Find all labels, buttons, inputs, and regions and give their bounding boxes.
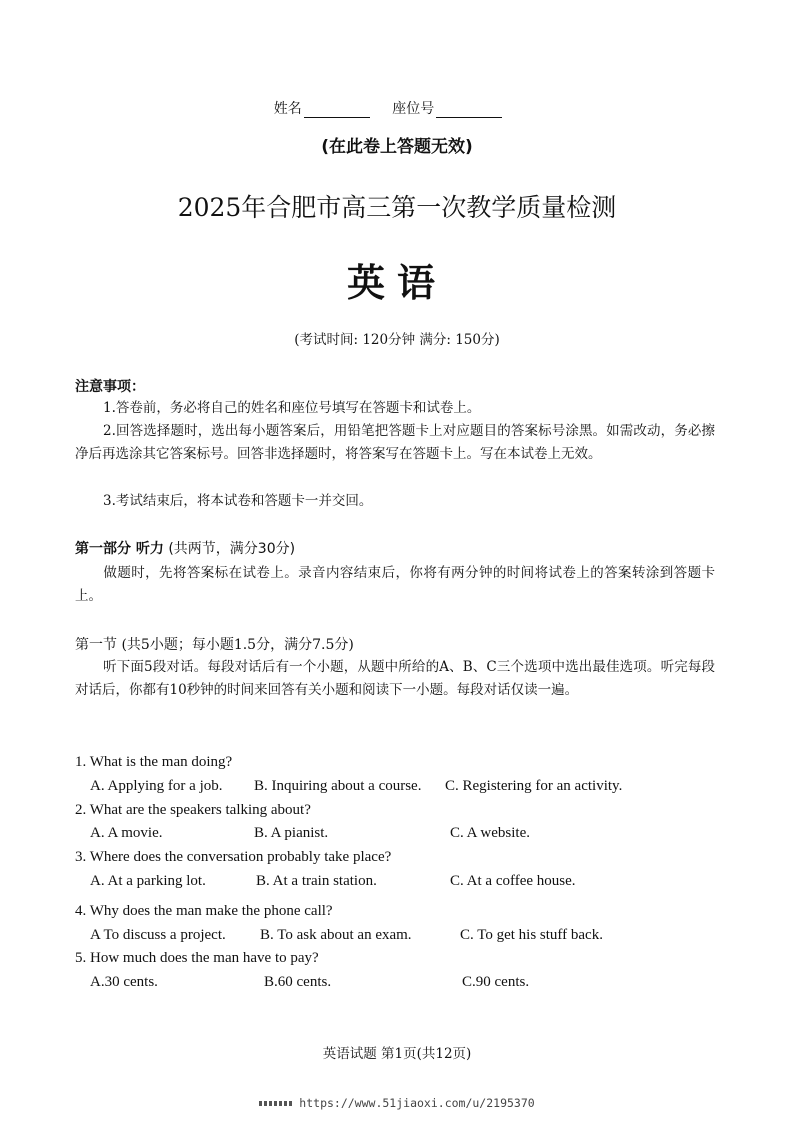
q5-option-a: A.30 cents. (90, 974, 158, 990)
watermark-url: https://www.51jiaoxi.com/u/2195370 (299, 1096, 535, 1110)
part1-heading (75, 538, 295, 558)
q1-option-a: A. Applying for a job. (90, 778, 223, 794)
q4-option-c: C. To get his stuff back. (460, 927, 603, 943)
name-blank (304, 103, 370, 118)
note-item-1: 1.答卷前，务必将自己的姓名和座位号填写在答题卡和试卷上。 (103, 400, 481, 416)
subject-title: 英语 (346, 260, 447, 305)
question-4: 4. Why does the man make the phone call? (75, 903, 333, 919)
question-1: 1. What is the man doing? (75, 754, 233, 770)
q1-option-c: C. Registering for an activity. (445, 778, 623, 794)
name-label: 姓名 (273, 101, 302, 117)
part1-heading-title: 第一部分 听力 (75, 541, 164, 557)
part1-heading-detail: (共两节，满分30分) (168, 541, 296, 557)
q1-option-b: B. Inquiring about a course. (254, 778, 422, 794)
invalid-note: (在此卷上答题无效) (321, 137, 473, 157)
notes-heading: 注意事项： (75, 379, 145, 395)
q4-option-a: A To discuss a project. (90, 927, 226, 943)
q5-option-b: B.60 cents. (264, 974, 332, 990)
watermark (0, 1096, 794, 1110)
watermark-mark-icon (259, 1101, 293, 1106)
q4-option-b: B. To ask about an exam. (260, 927, 412, 943)
seat-label: 座位号 (392, 101, 435, 117)
page-footer: 英语试题 第1页(共12页) (322, 1046, 472, 1062)
note-item-2: 2.回答选择题时，选出每小题答案后，用铅笔把答题卡上对应题目的答案标号涂黑。如需改动，务必擦净后再选涂其它答案标号。回答非选择题时，将答案写在答题卡上。写在本试卷上无效。 (75, 423, 715, 462)
q2-option-b: B. A pianist. (254, 825, 329, 841)
section1-intro: 听下面5段对话。每段对话后有一个小题，从题中所给的A、B、C三个选项中选出最佳选项。听完每段对话后，你都有10秒钟的时间来回答有关小题和阅读下一小题。每段对话仅读一遍。 (75, 659, 715, 698)
q3-option-b: B. At a train station. (256, 873, 377, 889)
part1-intro: 做题时，先将答案标在试卷上。录音内容结束后，你将有两分钟的时间将试卷上的答案转涂到答题卡上。 (75, 565, 715, 604)
exam-info: (考试时间: 120分钟 满分: 150分) (294, 332, 500, 348)
q2-option-a: A. A movie. (90, 825, 163, 841)
name-seat-bar (0, 98, 794, 118)
q5-option-c: C.90 cents. (462, 974, 530, 990)
seat-blank (436, 103, 502, 118)
question-5: 5. How much does the man have to pay? (75, 950, 319, 966)
note-item-3: 3.考试结束后，将本试卷和答题卡一并交回。 (103, 493, 373, 509)
exam-title: 2025年合肥市高三第一次教学质量检测 (177, 193, 617, 222)
question-3: 3. Where does the conversation probably take place? (75, 849, 392, 865)
section1-heading: 第一节 (共5小题；每小题1.5分，满分7.5分) (75, 637, 354, 653)
q3-option-a: A. At a parking lot. (90, 873, 206, 889)
q3-option-c: C. At a coffee house. (450, 873, 576, 889)
question-2: 2. What are the speakers talking about? (75, 802, 311, 818)
q2-option-c: C. A website. (450, 825, 531, 841)
